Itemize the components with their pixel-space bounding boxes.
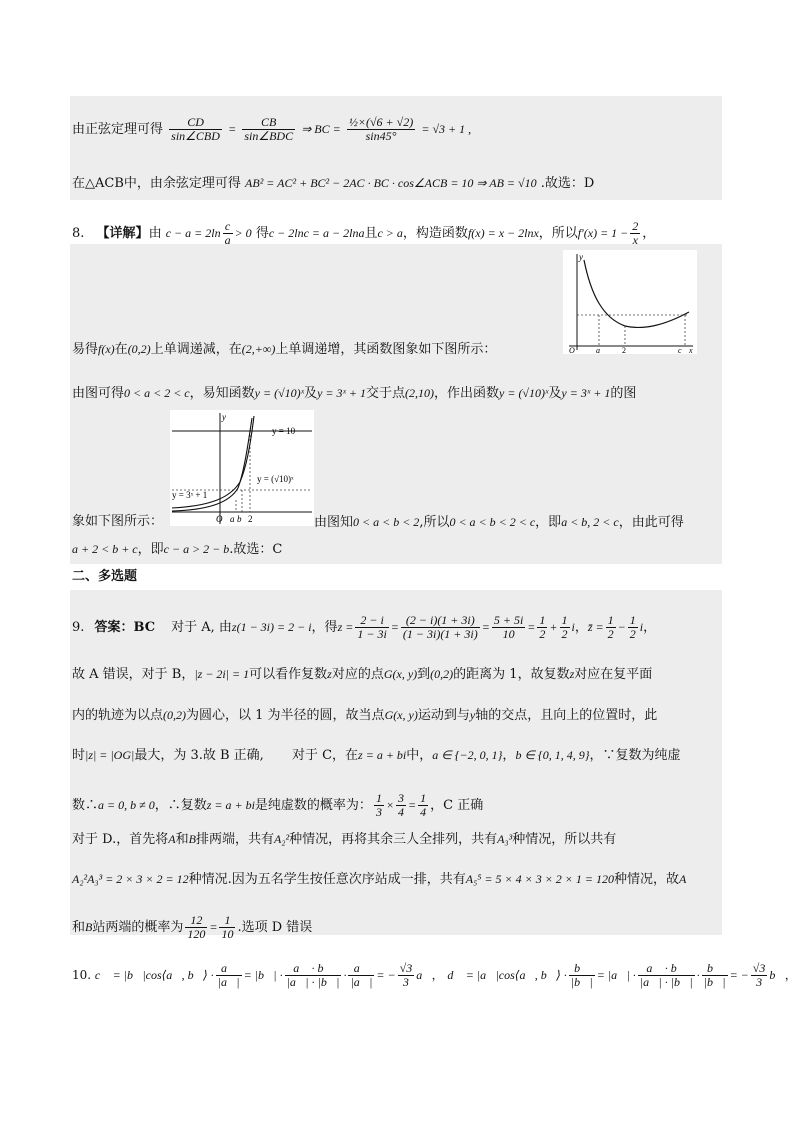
- tick-a: a: [230, 514, 235, 524]
- math: z(1 − 3i) = 2 − i: [231, 620, 312, 634]
- text: 种情况，故: [614, 872, 680, 887]
- fraction: [628, 614, 638, 641]
- fraction: [219, 914, 235, 941]
- tick-b: b: [237, 514, 242, 524]
- math: a⃗: [416, 968, 432, 982]
- graph-1-svg: [563, 250, 697, 354]
- math: c > a: [377, 226, 403, 240]
- frac-num: a⃗ · b⃗: [285, 962, 342, 976]
- frac-den: 4: [420, 805, 427, 819]
- q9-line-3: [72, 706, 657, 725]
- text: 交于点: [365, 386, 405, 401]
- math: y = (√10)ˣ: [499, 386, 549, 400]
- math: c⃗ = |b⃗|cos⟨a⃗, b⃗⟩ ·: [94, 968, 214, 982]
- text: 和: [72, 920, 86, 935]
- text: .选项 D 错误: [237, 920, 313, 935]
- math: (0,2): [127, 342, 151, 356]
- q10-line: [72, 962, 797, 989]
- frac-den: 1 − 3i: [357, 627, 387, 641]
- frac-num: 1: [539, 613, 546, 627]
- math: 0 < a < b < 2: [353, 515, 420, 529]
- text: 到: [417, 667, 431, 682]
- text: 是纯虚数的概率为：: [254, 798, 372, 813]
- frac-den: (1 − 3i)(1 + 3i): [402, 627, 478, 641]
- math: (2,+∞): [241, 342, 276, 356]
- frac-den: 2: [561, 627, 568, 641]
- frac-den: 3: [402, 975, 409, 989]
- math: G(x, y): [383, 667, 418, 681]
- frac-num: CD: [169, 116, 222, 130]
- text: 对于 D.，首先将: [72, 832, 169, 847]
- math: y = 3ˣ + 1: [317, 386, 366, 400]
- q9-line-7: [72, 870, 686, 889]
- math: z: [327, 667, 332, 681]
- frac-num: 1: [629, 613, 636, 627]
- y-label: y: [579, 252, 583, 262]
- label-3x: y = 3ˣ + 1: [172, 490, 208, 500]
- tick-c: c: [678, 346, 682, 355]
- text: 种情况，所以共有: [512, 832, 617, 847]
- frac-num: 1: [607, 613, 614, 627]
- text: 且: [364, 226, 378, 241]
- math: A₃³: [497, 832, 513, 846]
- math: y = 3ˣ + 1: [561, 386, 611, 400]
- math: f(x): [98, 342, 115, 356]
- text: ，构造函数: [402, 226, 468, 241]
- fraction: [348, 962, 374, 989]
- graph-2-svg: [170, 410, 314, 526]
- text: 象如下图所示：: [72, 514, 164, 529]
- math: c − a > 2 − b: [163, 542, 230, 556]
- cosine-law-math: AB² = AC² + BC² − 2AC · BC · cos∠ACB = 10 ⇒ AB = √10: [245, 176, 537, 190]
- fraction: [285, 962, 342, 989]
- frac-num: b⃗: [569, 962, 595, 976]
- frac-num: 1: [375, 791, 382, 805]
- frac-den: a: [224, 233, 231, 247]
- fraction: [401, 614, 480, 641]
- text: 数∴: [72, 798, 99, 813]
- frac-den: |a⃗| · |b⃗|: [286, 975, 340, 989]
- q9-line-8: [72, 914, 312, 941]
- math: z =: [337, 620, 354, 634]
- text: 故 A 错误，对于 B，: [72, 667, 195, 682]
- tick-2: 2: [248, 514, 253, 524]
- imag-unit: i: [571, 620, 575, 634]
- frac-num: √3: [399, 961, 413, 975]
- text: 内的轨迹为以点: [72, 708, 164, 723]
- math: = −: [729, 968, 749, 982]
- equals: =: [209, 920, 218, 934]
- text: 种情况.因为五名学生按任意次序站成一排，共有: [188, 872, 466, 887]
- math: b ∈ {0, 1, 4, 9}: [515, 748, 590, 762]
- math: c − a = 2ln: [165, 226, 221, 240]
- math: (0,2): [430, 667, 454, 681]
- detail-tag: 【详解】: [96, 226, 149, 241]
- dot: ·: [343, 968, 347, 982]
- frac-num: 5 + 5i: [493, 613, 524, 627]
- text: 和: [175, 832, 189, 847]
- text: 的图: [610, 386, 637, 401]
- math: B: [188, 832, 196, 846]
- math: A: [679, 872, 687, 886]
- frac-num: √3: [752, 961, 766, 975]
- fraction: [492, 614, 525, 641]
- text: ，: [431, 968, 444, 982]
- fraction: [396, 792, 406, 819]
- text: ，∴复数: [154, 798, 207, 813]
- label-sqrt10: y = (√10)ˣ: [257, 474, 294, 484]
- text: ，作出函数: [434, 386, 500, 401]
- text: ，: [574, 620, 588, 635]
- tick-2: 2: [622, 346, 626, 355]
- frac-den: 10: [502, 627, 515, 641]
- section-heading: 二、多选题: [72, 569, 138, 584]
- fraction: [355, 614, 388, 641]
- text: 轴的交点，且向上的位置时，此: [475, 708, 658, 723]
- bc-result: = √3 + 1 ,: [421, 122, 472, 136]
- text: 对应在复平面: [574, 667, 653, 682]
- fraction: [374, 792, 384, 819]
- text: ，易知函数: [189, 386, 255, 401]
- math: |z − 2i| = 1: [194, 667, 250, 681]
- text: ，∵复数为纯虚: [589, 748, 681, 763]
- frac-num: c: [223, 220, 233, 234]
- text: ，即: [137, 542, 164, 557]
- label-y-10: y = 10: [272, 426, 296, 436]
- implies-bc: ⇒ BC =: [301, 122, 341, 136]
- frac-den: |b⃗|: [570, 975, 593, 989]
- frac-num: 1: [561, 613, 568, 627]
- fraction: [606, 614, 616, 641]
- text: ，所以: [538, 226, 578, 241]
- q9-line-2: [72, 665, 652, 684]
- frac-den: 2: [607, 627, 614, 641]
- q8-line-5: [72, 540, 282, 559]
- frac-num: 2: [632, 219, 639, 233]
- plus: +: [549, 620, 558, 634]
- text: 及: [548, 386, 562, 401]
- frac-den: 3: [375, 805, 382, 819]
- frac-num: 3: [398, 791, 405, 805]
- text: 易得: [72, 342, 99, 357]
- fraction: [537, 614, 547, 641]
- q9-line-1: [72, 614, 656, 641]
- frac-num: a⃗ · b⃗: [638, 962, 695, 976]
- text: 上单调递减，在: [150, 342, 242, 357]
- math: A₂²: [273, 832, 290, 846]
- sine-law-lead: 由正弦定理可得: [72, 122, 164, 137]
- equals: =: [390, 620, 399, 634]
- text: 由图可得: [72, 386, 125, 401]
- frac-num: 2 − i: [355, 614, 388, 628]
- text: 时: [72, 748, 86, 763]
- text: 对应的点: [331, 667, 384, 682]
- frac-num: 1: [420, 791, 427, 805]
- text: ,所以: [419, 515, 450, 530]
- frac-num: (2 − i)(1 + 3i): [401, 614, 480, 628]
- equals-sign: =: [228, 122, 237, 136]
- frac-num: b⃗: [702, 962, 728, 976]
- text: 可以看作复数: [249, 667, 328, 682]
- q8-line-4-left: [72, 513, 163, 531]
- fraction: [398, 962, 415, 989]
- frac-den: 2: [539, 627, 546, 641]
- text: 的距离为 1，故复数: [453, 667, 570, 682]
- frac-num: 1: [219, 914, 235, 928]
- math: |z| = |OG|: [85, 748, 135, 762]
- times: ×: [385, 798, 395, 812]
- equals: =: [481, 620, 490, 634]
- math: (2,10): [405, 386, 434, 400]
- frac-den: 4: [398, 805, 405, 819]
- fraction: [560, 614, 570, 641]
- frac-den: 2: [629, 627, 636, 641]
- fraction-2-x: [630, 220, 640, 247]
- frac-den: |a⃗| · |b⃗|: [639, 975, 693, 989]
- math: d⃗ = |a⃗|cos⟨a⃗, b⃗⟩ ·: [447, 968, 567, 982]
- text: ，即: [535, 515, 562, 530]
- fraction: [216, 962, 242, 989]
- text: .故选：C: [229, 542, 283, 557]
- fraction-bc-value: [347, 116, 415, 143]
- frac-den: sin∠BDC: [244, 129, 294, 143]
- fraction: [702, 962, 728, 989]
- math: y = (√10)ˣ: [254, 386, 305, 400]
- text: 最大，为 3.故 B 正确,: [134, 748, 264, 763]
- text: ，: [502, 748, 516, 763]
- frac-den: sin45°: [365, 129, 397, 143]
- text: 为圆心，以 1 为半径的圆，故当点: [186, 708, 385, 723]
- origin-label: O: [569, 346, 575, 355]
- q9-line-4: [72, 746, 681, 765]
- tick-a: a: [596, 346, 600, 355]
- fraction: [569, 962, 595, 989]
- text: 对于 A, 由: [171, 620, 232, 635]
- text: ，得: [311, 620, 338, 635]
- math: A₅⁵ = 5 × 4 × 3 × 2 × 1 = 120: [465, 872, 614, 886]
- function-graph-1: [563, 250, 697, 354]
- frac-den: |a⃗|: [217, 975, 240, 989]
- math: z̄ =: [587, 620, 604, 634]
- q8-line-4-right: [314, 513, 684, 532]
- math: 0 < a < 2 < c: [124, 386, 190, 400]
- text: 运动到与: [417, 708, 470, 723]
- math: G(x, y): [384, 708, 418, 722]
- text: ，由此可得: [618, 515, 684, 530]
- answer-label: 答案：BC: [94, 620, 156, 635]
- fraction-cb: [242, 116, 295, 143]
- y-label: y: [222, 412, 226, 422]
- text: 由图知: [314, 515, 354, 530]
- math: z: [569, 667, 575, 681]
- text: 站两端的概率为: [92, 920, 184, 935]
- text: 得: [255, 226, 269, 241]
- text: ，: [642, 226, 656, 241]
- math: = −: [376, 968, 396, 982]
- question-number: 10.: [72, 968, 92, 982]
- x-label: x: [689, 346, 693, 355]
- fraction: [751, 962, 768, 989]
- curve-fx: [584, 260, 689, 327]
- equals: =: [527, 620, 536, 634]
- math: = |a⃗| ·: [596, 968, 636, 982]
- minus: −: [617, 620, 626, 634]
- math: a ∈ {−2, 0, 1}: [432, 748, 503, 762]
- math: z = a + bi: [206, 798, 255, 812]
- math: > 0: [234, 226, 252, 240]
- sine-law-line: [72, 116, 471, 143]
- text: 由: [148, 226, 162, 241]
- math: 0 < a < b < 2 < c: [449, 515, 536, 529]
- fraction: [418, 792, 428, 819]
- q9-line-6: [72, 830, 616, 849]
- frac-den: 3: [756, 975, 763, 989]
- cosine-law-answer: .故选：D: [540, 176, 595, 191]
- math: a + 2 < b + c: [72, 542, 138, 556]
- math: (0,2): [163, 708, 187, 722]
- math: z = a + bi: [358, 748, 407, 762]
- frac-den: 10: [221, 927, 234, 941]
- math: y: [469, 708, 476, 722]
- q8-line-2: [72, 340, 496, 359]
- frac-den: x: [632, 233, 638, 247]
- question-number: 8.: [72, 226, 85, 241]
- imag-unit: i: [639, 620, 644, 634]
- text: ，C 正确: [430, 798, 484, 813]
- text: 排两端，共有: [195, 832, 274, 847]
- math: a < b, 2 < c: [561, 515, 619, 529]
- origin-label: O: [216, 514, 223, 524]
- frac-num: a⃗: [348, 962, 374, 976]
- text: 上单调递增，其函数图象如下图所示：: [275, 342, 497, 357]
- frac-den: 120: [187, 927, 206, 941]
- math: B: [85, 920, 93, 934]
- text: 及: [304, 386, 318, 401]
- math: b⃗: [769, 968, 785, 982]
- equals: =: [408, 798, 417, 812]
- frac-den: |b⃗|: [703, 975, 726, 989]
- fraction-c-a: [223, 220, 233, 247]
- text: 在: [114, 342, 128, 357]
- math: = |b⃗| ·: [243, 968, 283, 982]
- text: ，: [643, 620, 657, 635]
- fraction: [185, 914, 207, 941]
- frac-den: |a⃗|: [350, 975, 373, 989]
- q9-line-5: [72, 792, 483, 819]
- math: A₂²A₃³ = 2 × 3 × 2 = 12: [72, 872, 189, 886]
- frac-num: ½×(√6 + √2): [348, 115, 414, 129]
- math: A: [168, 832, 176, 846]
- math: a = 0, b ≠ 0: [98, 798, 155, 812]
- dot: ·: [696, 968, 700, 982]
- math: f(x) = x − 2lnx: [467, 226, 539, 240]
- frac-den: sin∠CBD: [171, 129, 220, 143]
- q8-line-1: [72, 220, 655, 247]
- frac-num: CB: [242, 116, 295, 130]
- cosine-law-line: [72, 174, 594, 193]
- frac-num: 12: [185, 914, 207, 928]
- text: 中，: [406, 748, 433, 763]
- function-graph-2: [170, 410, 314, 526]
- math: f′(x) = 1 −: [577, 226, 629, 240]
- math: c − 2lnc = a − 2lna: [268, 226, 365, 240]
- cosine-law-text: 在△ACB中，由余弦定理可得: [72, 176, 241, 191]
- fraction: [638, 962, 695, 989]
- frac-num: a⃗: [216, 962, 242, 976]
- fraction-cd: [169, 116, 222, 143]
- text: 种情况，再将其余三人全排列，共有: [289, 832, 498, 847]
- question-number: 9.: [72, 620, 85, 635]
- q8-line-3: [72, 384, 636, 403]
- text: ，: [784, 968, 797, 982]
- text: 对于 C，在: [291, 748, 359, 763]
